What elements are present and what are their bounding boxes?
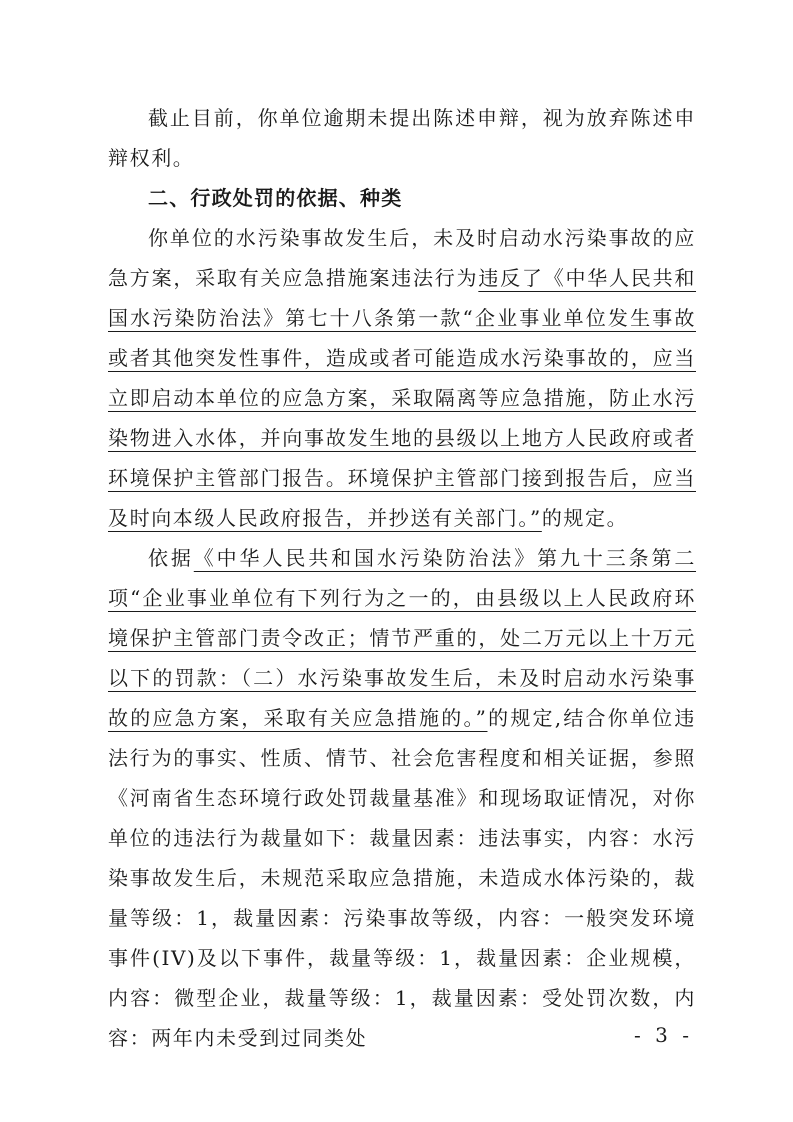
document-page (108, 98, 696, 1058)
penalty-intro-text: 依据 (148, 546, 194, 570)
penalty-law-citation: 《中华人民共和国水污染防治法》第九十三条第二项“企业事业单位有下列行为之一的，由县级以上人民政府环境保护主管部门责令改正；情节严重的，处二万元以上十万元以下的罚款：（二）水污染事故发生后，未及时启动水污染事故的应急方案，采取有关应急措施的。” (108, 546, 697, 730)
page-number: - 3 - (634, 1023, 693, 1047)
paragraph-violation (108, 218, 696, 538)
violation-closing-text: 的规定。 (541, 506, 629, 530)
paragraph-statement-waiver: 截止目前，你单位逾期未提出陈述申辩，视为放弃陈述申辩权利。 (108, 106, 696, 170)
violation-intro-text: 你单位的水污染事故发生后，未及时启动水污染事故的应急方案，采取有关应急措施案违法行为 (108, 226, 696, 290)
paragraph-penalty-basis (108, 538, 696, 1058)
section-heading-penalty-basis: 二、行政处罚的依据、种类 (148, 186, 403, 210)
violation-law-citation: 违反了《中华人民共和国水污染防治法》第七十八条第一款“企业事业单位发生事故或者其他突发性事件，造成或者可能造成水污染事故的，应当立即启动本单位的应急方案，采取隔离等应急措施，防止水污染物进入水体，并向事故发生地的县级以上地方人民政府或者环境保护主管部门报告。环境保护主管部门接到报告后，应当及时向本级人民政府报告，并抄送有关部门。” (108, 266, 697, 530)
penalty-discretion-text: 的规定,结合你单位违法行为的事实、性质、情节、社会危害程度和相关证据，参照《河南省生态环境行政处罚裁量基准》和现场取证情况，对你单位的违法行为裁量如下：裁量因素：违法事实，内容：水污染事故发生后，未规范采取应急措施，未造成水体污染的，裁量等级：1，裁量因素：污染事故等级，内容：一般突发环境事件(IV)及以下事件，裁量等级：1，裁量因素：企业规模，内容：微型企业，裁量等级：1，裁量因素：受处罚次数，内容：两年内未受到过同类处 (108, 706, 696, 1050)
